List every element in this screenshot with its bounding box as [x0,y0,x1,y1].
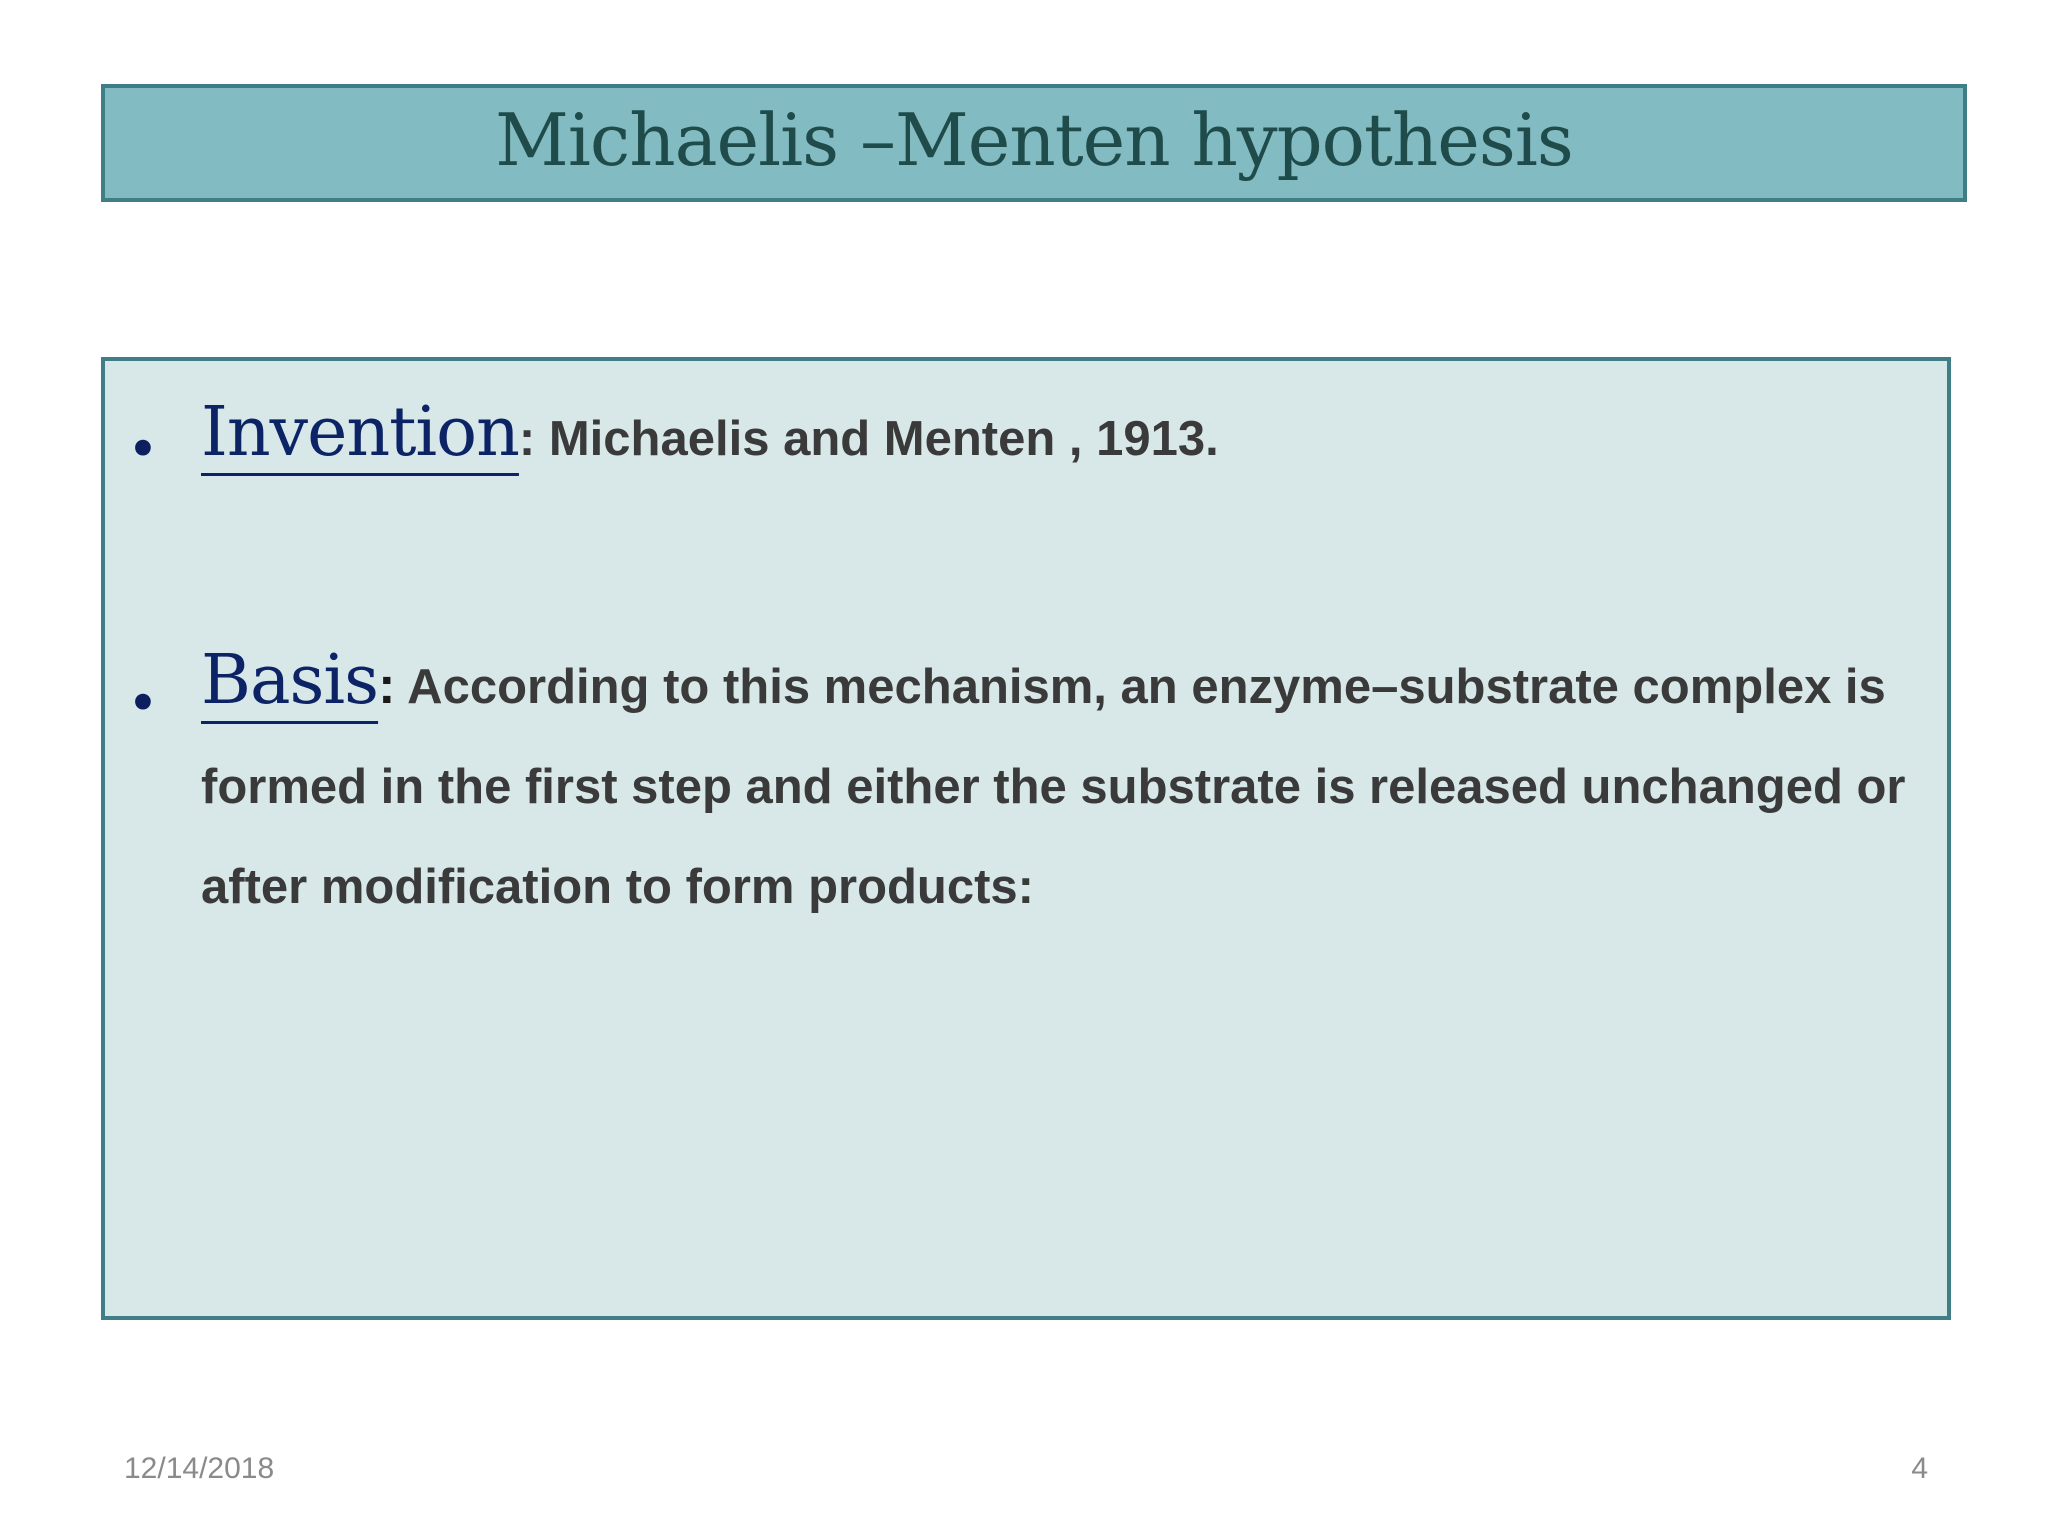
bullet-body [201,379,1923,505]
bullet-dot-icon: • [127,418,159,481]
footer-date: 12/14/2018 [124,1452,275,1485]
title-box [101,84,1967,202]
content-box [101,357,1951,1320]
bullet-body [201,637,1923,943]
slide-title: Michaelis –Menten hypothesis [495,98,1573,182]
bullet-separator: : [518,412,536,466]
bullet-text: Michaelis and Menten , 1913. [535,412,1219,466]
bullet-term: Invention [201,393,519,472]
page-number: 4 [1911,1452,1928,1485]
bullet-separator: : [378,657,396,715]
bullet-text: According to this mechanism, an enzyme–substrate complex is formed in the first step and either the substrate is released unchanged or after modification to form products: [201,660,1906,914]
bullet-term: Basis [201,641,379,720]
bullet-dot-icon: • [127,672,159,735]
